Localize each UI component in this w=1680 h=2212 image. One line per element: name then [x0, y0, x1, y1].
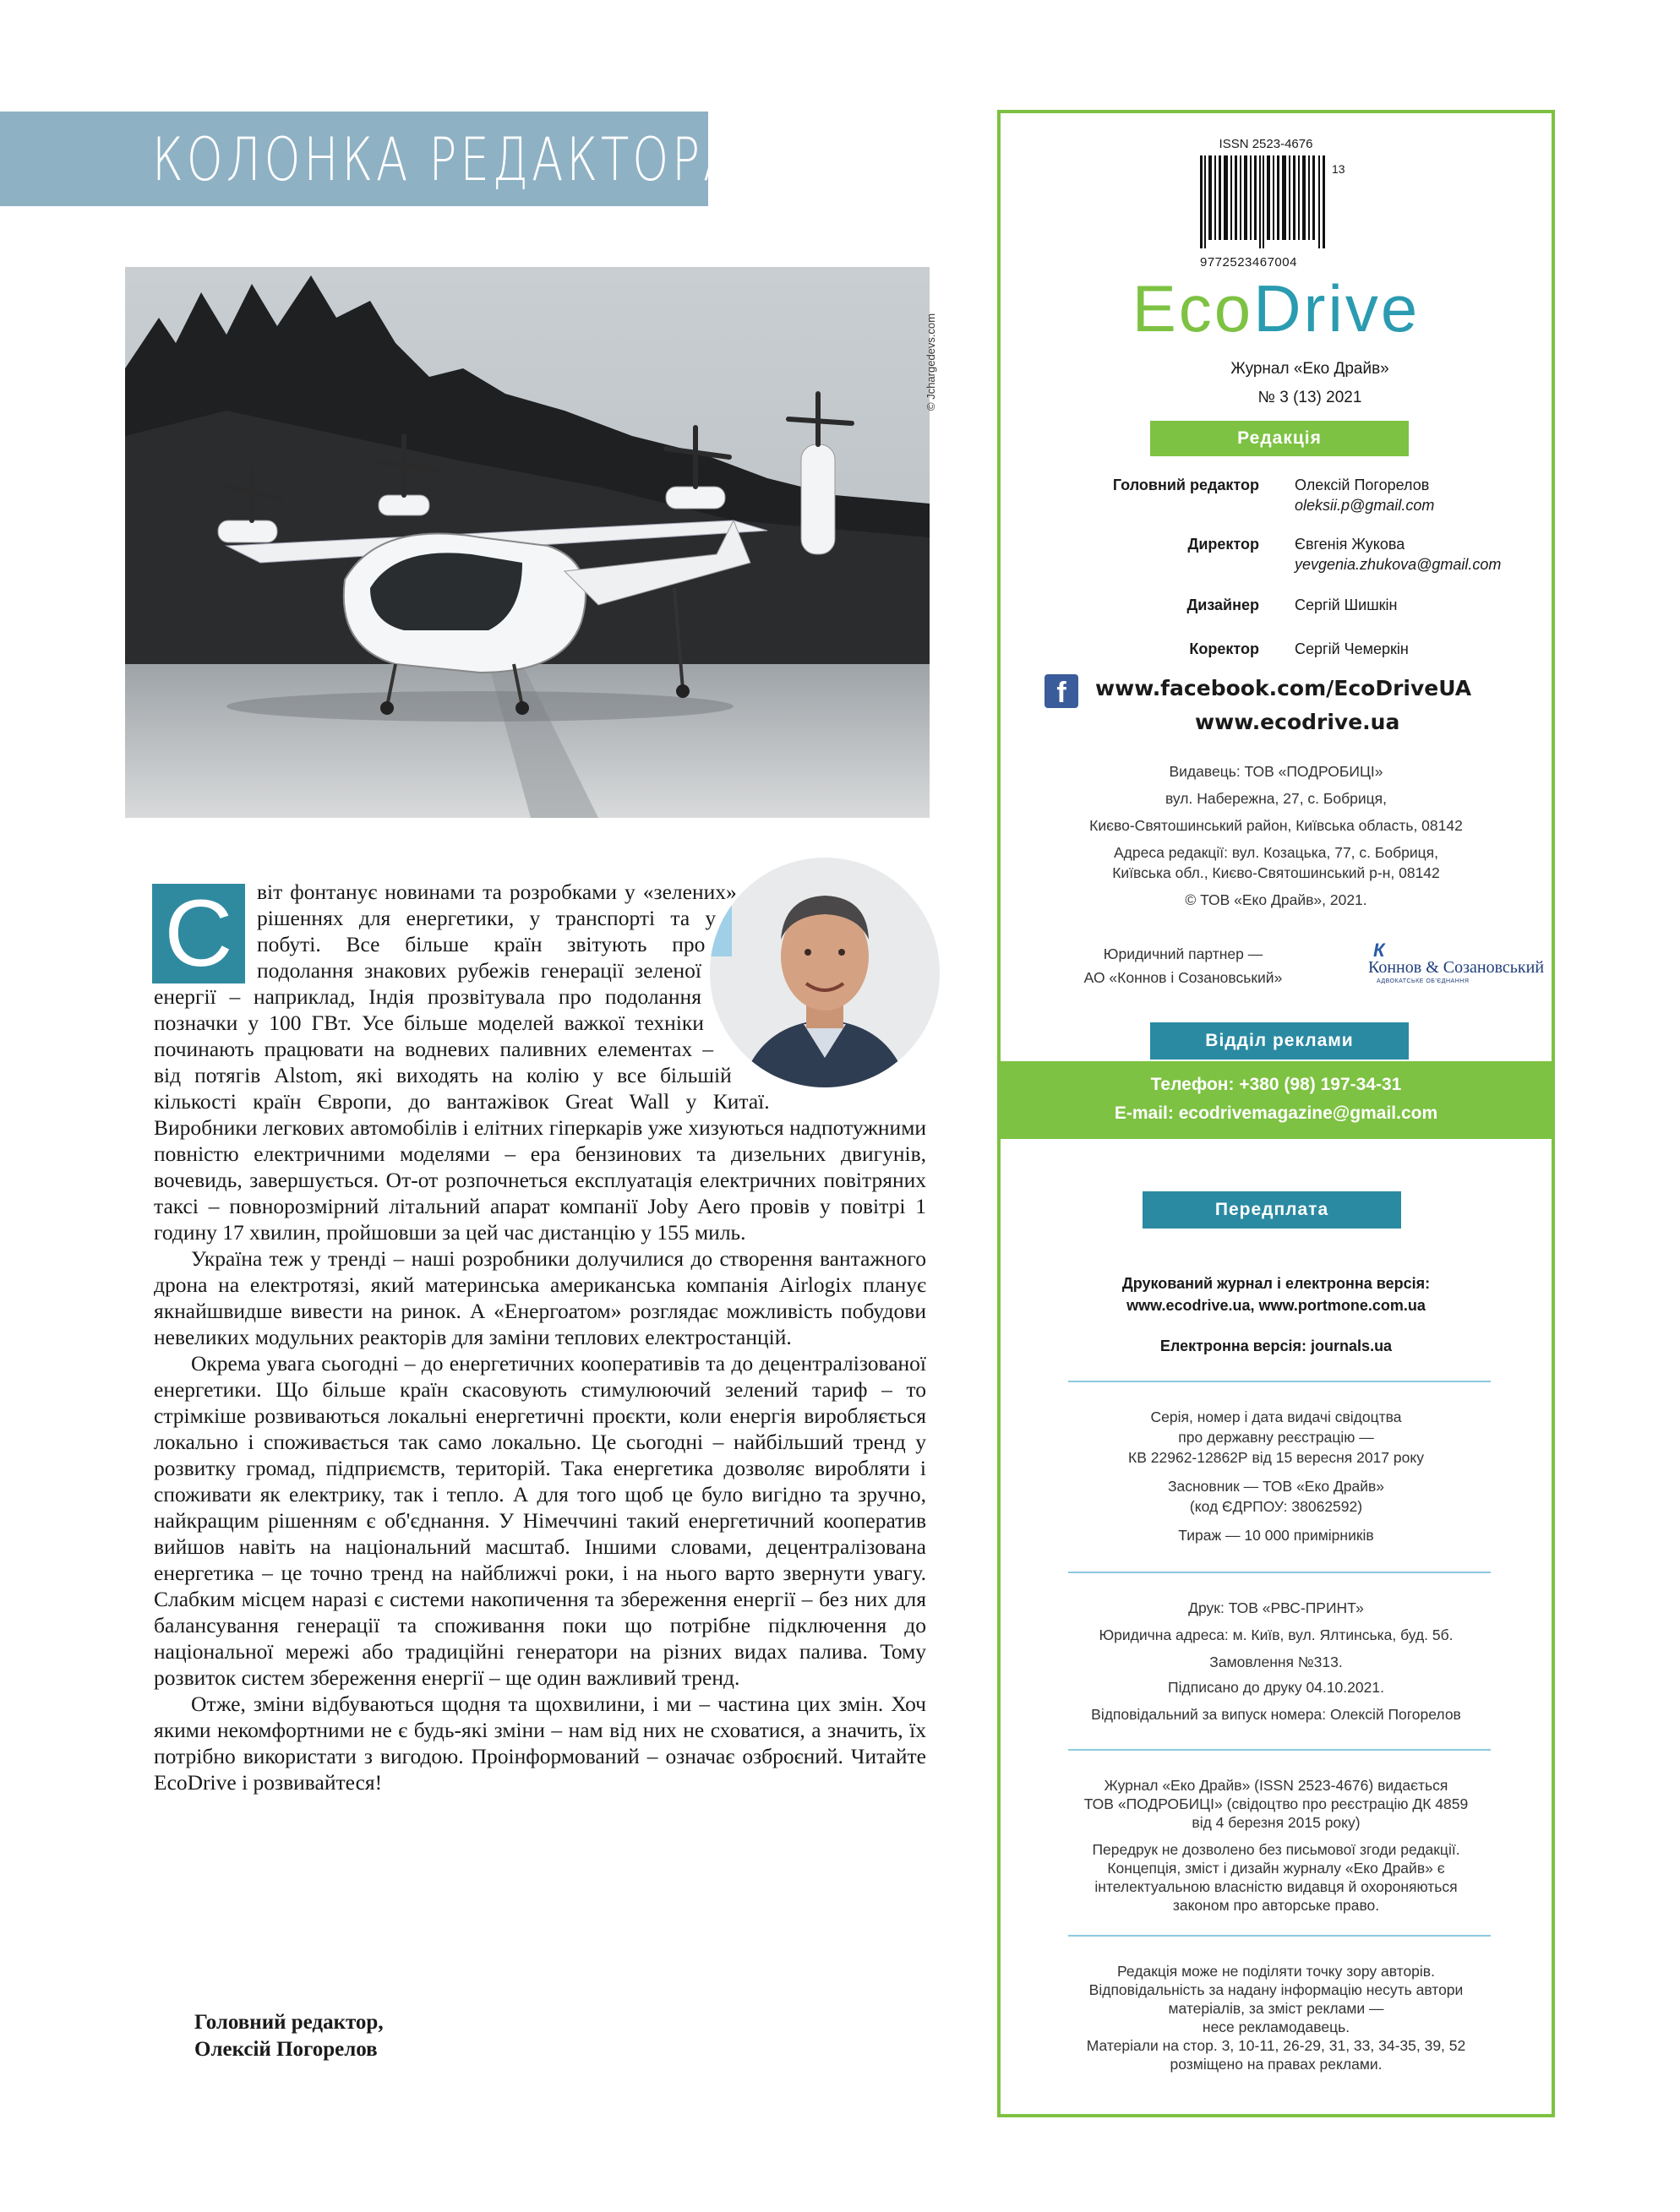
paragraph-3: Окрема увага сьогодні – до енергетичних кооперативів та до децентралізованої енергетики. Що більше країн скасовують стимулюючий зелений тариф – то стрімкіше розвиваються локальні енергетичні проєкти, коли енергія виробляється локально і споживається так само локально. Це сьогодні – найбільший тренд у розвитку громад, підприємств, територій. Така енергетика дозволяє виробляти і споживати як електрику, так і тепло. А для того щоб це було вигідно та зручно, найкращим рішенням є об'єднання. У Німеччині такий енергетичний кооператив вийшов навіть на національний масштаб. Іншими словами, децентралізована енергетика – це точно тренд на найближчі роки, і на нього варто звернути увагу. Слабким місцем наразі є системи накопичення та збереження енергії – без них для балансування генерації та споживання поки що потрібне підключення до національної мережі або традиційні генератори на різних видах палива. Тому розвиток систем збереження енергії – ще один важливий тренд.	[154, 1351, 926, 1690]
print-line: Замовлення №313.	[1209, 1654, 1343, 1670]
facebook-link[interactable]: www.facebook.com/EcoDriveUA	[1095, 676, 1472, 700]
legal-line: Журнал «Еко Драйв» (ISSN 2523-4676) видається	[1104, 1777, 1448, 1794]
staff-role: Коректор	[1189, 640, 1259, 657]
staff-role: Дизайнер	[1186, 597, 1259, 613]
facebook-icon[interactable]: f	[1045, 674, 1078, 708]
website-link[interactable]: www.ecodrive.ua	[1195, 710, 1400, 734]
founder-line: Засновник — ТОВ «Еко Драйв»	[1167, 1478, 1385, 1495]
staff-name: Сергій Шишкін	[1295, 597, 1398, 613]
legal-line: інтелектуальною власністю видавця й охороняються	[1094, 1878, 1458, 1895]
signature-name: Олексій Погорелов	[194, 2038, 378, 2061]
divider	[1068, 1935, 1491, 1937]
ads-email[interactable]: E-mail: ecodrivemagazine@gmail.com	[1114, 1103, 1438, 1123]
ads-heading: Відділ реклами	[1150, 1022, 1409, 1060]
circulation-line: Тираж — 10 000 примірників	[1178, 1527, 1374, 1544]
photo-credit: © Jchargedevs.com	[925, 313, 937, 411]
founder-code: (код ЄДРПОУ: 38062592)	[1189, 1498, 1363, 1515]
barcode-icon	[1200, 155, 1327, 248]
divider	[1068, 1572, 1491, 1573]
publisher-line: Адреса редакції: вул. Козацька, 77, с. Бобриця,	[1114, 844, 1438, 861]
subscription-electronic[interactable]: Електронна версія: journals.ua	[1159, 1338, 1393, 1354]
divider	[1068, 1749, 1491, 1751]
journal-name: Журнал «Еко Драйв»	[1230, 360, 1389, 378]
legal-line: від 4 березня 2015 року)	[1192, 1814, 1361, 1831]
print-line: Друк: ТОВ «РВС-ПРИНТ»	[1188, 1599, 1364, 1616]
publisher-line: © ТОВ «Еко Драйв», 2021.	[1185, 891, 1367, 908]
certificate-line: Серія, номер і дата видачі свідоцтва	[1150, 1408, 1402, 1425]
certificate-line: КВ 22962-12862Р від 15 вересня 2017 року	[1128, 1449, 1424, 1466]
divider	[1068, 1381, 1491, 1382]
staff-email[interactable]: oleksii.p@gmail.com	[1295, 497, 1435, 514]
staff-role: Головний редактор	[1112, 477, 1259, 493]
ads-phone[interactable]: Телефон: +380 (98) 197-34-31	[1150, 1075, 1402, 1094]
barcode-number: 9772523467004	[1200, 255, 1297, 270]
publisher-line: Видавець: ТОВ «ПОДРОБИЦІ»	[1169, 763, 1383, 780]
legal-line: Передрук не дозволено без письмової згоди редакції.	[1092, 1841, 1460, 1858]
subscription-line: Друкований журнал і електронна версія:	[1121, 1275, 1431, 1292]
disclaimer-line: матеріалів, за зміст реклами —	[1168, 2000, 1384, 2017]
certificate-line: про державну реєстрацію —	[1178, 1429, 1374, 1446]
section-title: КОЛОНКА РЕДАКТОРА	[152, 125, 739, 194]
print-line: Юридична адреса: м. Київ, вул. Ялтинська, буд. 5б.	[1099, 1626, 1454, 1643]
subscription-heading: Передплата	[1143, 1191, 1401, 1229]
evtol-aircraft-photo	[125, 267, 930, 818]
ecodrive-logo: EcoDrive	[1132, 271, 1421, 346]
paragraph-2: Україна теж у тренді – наші розробники долучилися до створення вантажного дрона на електротязі, який материнська американська компанія Airlogix планує якнайшвидше вивести на ринок. А «Енергоатом» розглядає можливість побудови невеликих модульних реакторів для заміни теплових електростанцій.	[154, 1246, 926, 1349]
barcode-addon: 13	[1332, 162, 1345, 176]
legal-partner-line: Юридичний партнер —	[1103, 945, 1263, 962]
disclaimer-line: несе рекламодавець.	[1202, 2019, 1350, 2035]
imprint-panel	[997, 110, 1555, 2117]
legal-line: законом про авторське право.	[1172, 1897, 1380, 1914]
subscription-links[interactable]: www.ecodrive.ua, www.portmone.com.ua	[1126, 1297, 1426, 1314]
paragraph-4: Отже, зміни відбуваються щодня та щохвилини, і ми – частина цих змін. Хоч якими некомфортними не є будь-які зміни – нам від них не сховатися, а значить, їх потрібно використати з вигодою. Проінформований – означає озброєний. Читайте EcoDrive і розвивайтеся!	[154, 1692, 926, 1795]
issn-label: ISSN 2523-4676	[1219, 137, 1313, 151]
staff-name: Євгенія Жукова	[1295, 536, 1405, 553]
disclaimer-line: Матеріали на стор. 3, 10-11, 26-29, 31, 33, 34-35, 39, 52	[1086, 2037, 1466, 2054]
print-line: Відповідальний за випуск номера: Олексій Погорелов	[1091, 1706, 1461, 1723]
section-banner	[0, 112, 739, 206]
aircraft-illustration	[125, 267, 930, 818]
partner-logo: К Коннов & Созановський АДВОКАТСЬКЕ ОБ'ЄДНАННЯ	[1368, 940, 1545, 984]
disclaimer-line: розміщено на правах реклами.	[1170, 2056, 1383, 2073]
staff-name: Сергій Чемеркін	[1295, 640, 1409, 657]
staff-name: Олексій Погорелов	[1295, 477, 1430, 493]
print-line: Підписано до друку 04.10.2021.	[1168, 1679, 1384, 1696]
publisher-line: вул. Набережна, 27, с. Бобриця,	[1165, 790, 1387, 807]
ads-contact-band	[997, 1061, 1555, 1139]
paragraph-1: віт фонтанує новинами та розробками у «зелених» рішеннях для енергетики, у транспорті та у побуті. Все більше країн звітують про подолання знакових рубежів генерації зеленої енергії – наприклад, Індія прозвітувала про подолання позначки у 100 ГВт. Усе більше моделей важкої техніки починають працювати на водневих паливних елементах – від потягів Alstom, які виходять на колію у все більшій кількості країн Європи, до вантажівок Great Wall у Китаї. Виробники легкових автомобілів і елітних гіперкарів уже хизуються надпотужними повністю електричними моделями – ера бензинових та дизельних двигунів, вочевидь, завершується. От-от розпочнеться експлуатація електричних повітряних таксі – повнорозмірний літальний апарат компанії Joby Aero провів у повітрі 1 годину 17 хвилин, пройшовши за цей час дистанцію у 155 миль.	[154, 880, 926, 1245]
legal-line: ТОВ «ПОДРОБИЦІ» (свідоцтво про реєстрацію ДК 4859	[1083, 1795, 1469, 1812]
editorial-heading: Редакція	[1150, 421, 1409, 456]
legal-line: Концепція, зміст і дизайн журналу «Еко Драйв» є	[1107, 1860, 1445, 1877]
staff-email[interactable]: yevgenia.zhukova@gmail.com	[1295, 556, 1502, 573]
disclaimer-line: Відповідальність за надану інформацію несуть автори	[1088, 1981, 1464, 1998]
signature-role: Головний редактор,	[194, 2011, 384, 2034]
editorial-article	[154, 879, 926, 1795]
disclaimer-line: Редакція може не поділяти точку зору авторів.	[1117, 1963, 1435, 1980]
drop-cap: С	[152, 884, 245, 983]
legal-partner-name: АО «Коннов і Созановський»	[1083, 969, 1283, 986]
editor-signature	[194, 2009, 384, 2063]
staff-role: Директор	[1187, 536, 1259, 553]
publisher-line: Києво-Святошинський район, Київська область, 08142	[1089, 817, 1463, 834]
publisher-line: Київська обл., Києво-Святошинський р-н, 08142	[1112, 864, 1440, 881]
issue-number: № 3 (13) 2021	[1257, 389, 1362, 406]
